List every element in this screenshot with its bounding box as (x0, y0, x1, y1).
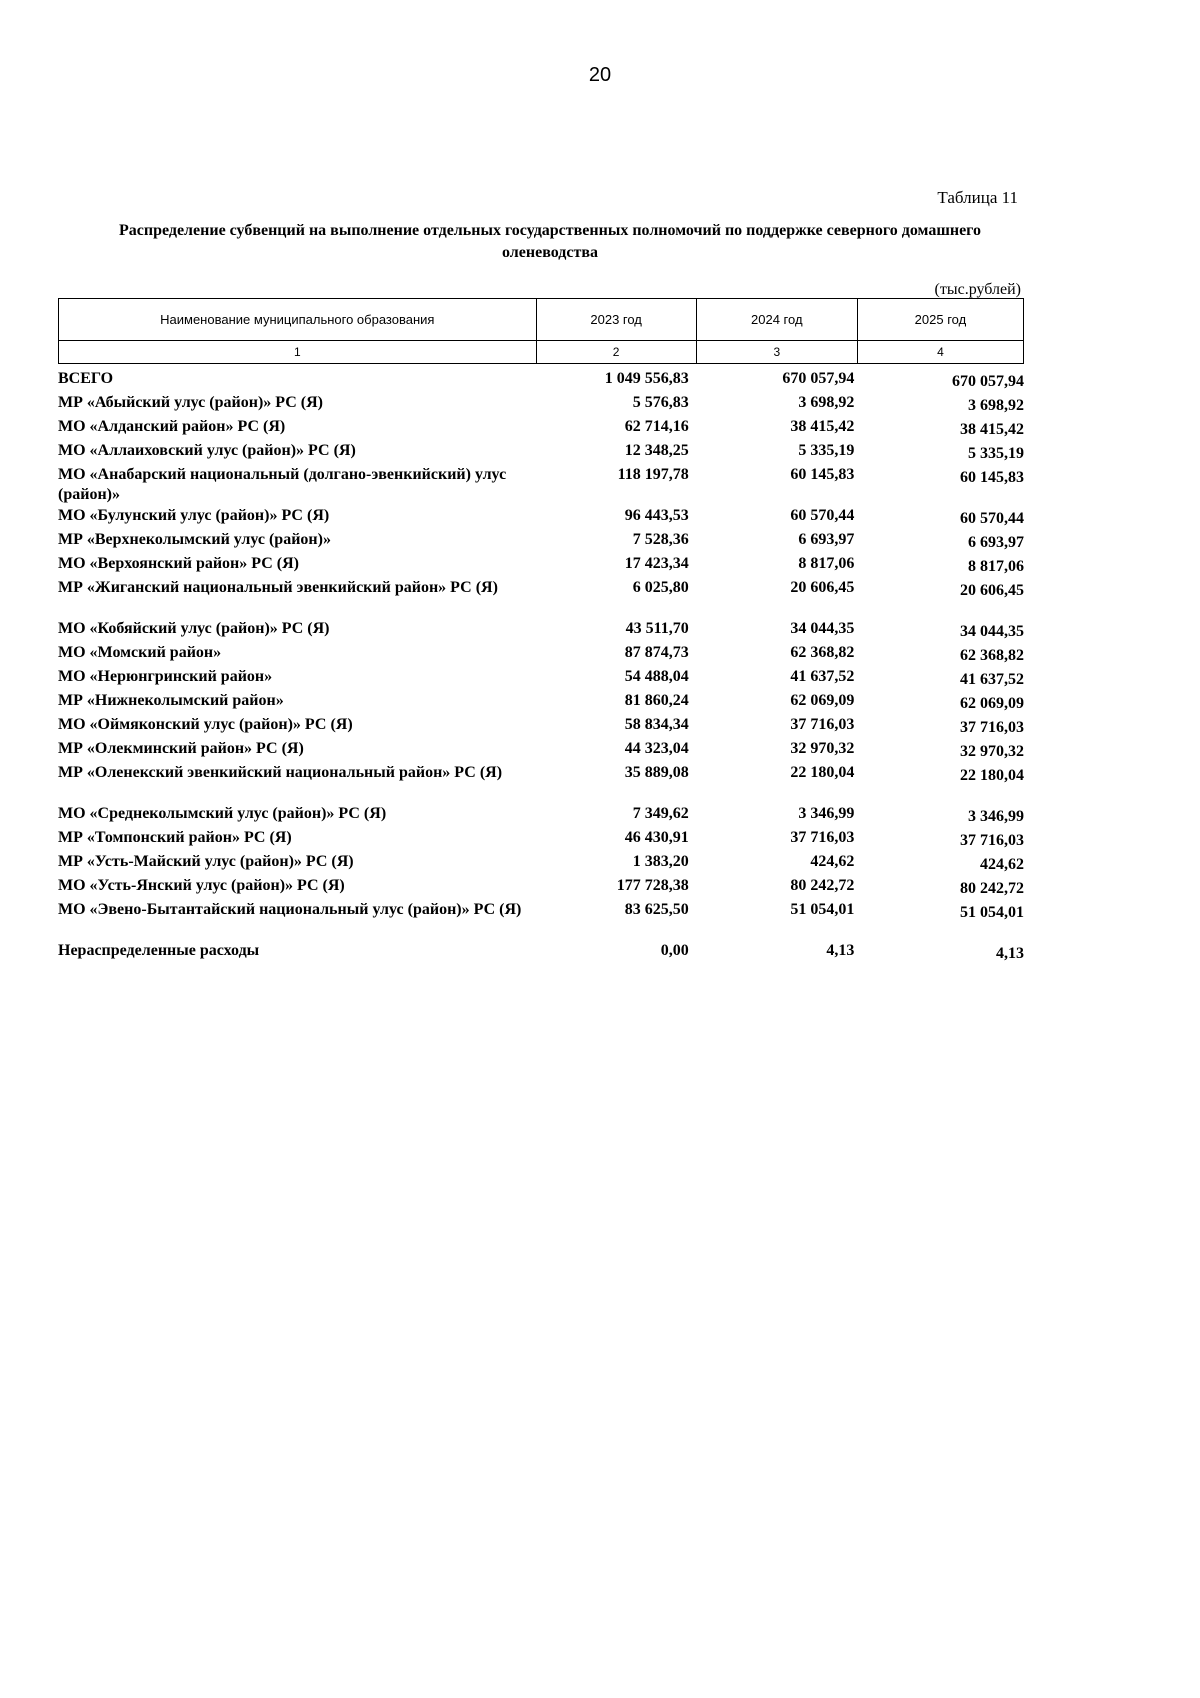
row-value-2024: 4,13 (826, 942, 855, 959)
row-value-2025: 41 637,52 (960, 671, 1024, 688)
row-value-2025: 3 346,99 (968, 808, 1024, 825)
row-value-2024: 670 057,94 (782, 370, 855, 387)
row-name: МО «Среднеколымский улус (район)» РС (Я) (58, 805, 387, 822)
header-col-name: Наименование муниципального образования (59, 299, 537, 341)
header-col-2025: 2025 год (857, 299, 1023, 341)
row-name: МР «Олекминский район» РС (Я) (58, 740, 304, 757)
row-value-2023: 118 197,78 (617, 466, 689, 483)
row-name: МО «Кобяйский улус (район)» РС (Я) (58, 620, 330, 637)
row-value-2024: 62 069,09 (790, 692, 855, 709)
table-row (58, 739, 1024, 763)
row-value-2024: 80 242,72 (790, 877, 855, 894)
row-name: Нераспределенные расходы (58, 942, 260, 959)
header-col-2023: 2023 год (536, 299, 696, 341)
row-value-2025: 6 693,97 (968, 534, 1024, 551)
table-row (58, 763, 1024, 804)
row-value-2025: 670 057,94 (952, 373, 1024, 390)
table-row (58, 900, 1024, 941)
table-row (58, 393, 1024, 417)
header-num-4: 4 (857, 341, 1023, 364)
row-value-2023: 35 889,08 (624, 764, 689, 781)
row-value-2023: 7 528,36 (632, 531, 689, 548)
row-value-2024: 3 698,92 (798, 394, 855, 411)
row-name: МО «Булунский улус (район)» РС (Я) (58, 507, 330, 524)
row-value-2024: 41 637,52 (790, 668, 855, 685)
row-value-2024: 3 346,99 (798, 805, 855, 822)
row-value-2024: 32 970,32 (790, 740, 855, 757)
row-value-2025: 37 716,03 (960, 832, 1024, 849)
table-header (58, 298, 1024, 364)
row-value-2023: 54 488,04 (624, 668, 689, 685)
row-value-2025: 80 242,72 (960, 880, 1024, 897)
row-value-2023: 83 625,50 (624, 901, 689, 918)
row-value-2024: 62 368,82 (790, 644, 855, 661)
row-value-2025: 32 970,32 (960, 743, 1024, 760)
table-row (58, 804, 1024, 828)
row-value-2023: 81 860,24 (624, 692, 689, 709)
row-value-2024: 60 145,83 (790, 466, 855, 483)
table-row (58, 691, 1024, 715)
row-value-2024: 38 415,42 (790, 418, 855, 435)
row-value-2025: 22 180,04 (960, 767, 1024, 784)
row-value-2023: 5 576,83 (632, 394, 689, 411)
row-value-2025: 4,13 (996, 945, 1024, 962)
header-num-2: 2 (536, 341, 696, 364)
row-value-2023: 7 349,62 (632, 805, 689, 822)
row-value-2023: 0,00 (660, 942, 689, 959)
row-value-2025: 8 817,06 (968, 558, 1024, 575)
row-value-2023: 87 874,73 (624, 644, 689, 661)
table-row (58, 506, 1024, 530)
row-value-2023: 96 443,53 (624, 507, 689, 524)
table-row (58, 530, 1024, 554)
row-value-2023: 1 383,20 (632, 853, 689, 870)
row-name: МР «Нижнеколымский район» (58, 692, 284, 709)
row-value-2024: 20 606,45 (790, 579, 855, 596)
row-name: МО «Аллаиховский улус (район)» РС (Я) (58, 442, 356, 459)
row-value-2023: 44 323,04 (624, 740, 689, 757)
table-row (58, 876, 1024, 900)
table-row (58, 941, 1024, 965)
table-row (58, 667, 1024, 691)
row-value-2025: 60 570,44 (960, 510, 1024, 527)
row-value-2025: 62 069,09 (960, 695, 1024, 712)
row-value-2024: 37 716,03 (790, 716, 855, 733)
row-name: МО «Усть-Янский улус (район)» РС (Я) (58, 877, 345, 894)
table-label: Таблица 11 (937, 188, 1018, 207)
table-body (58, 369, 1024, 965)
units-label: (тыс.рублей) (934, 281, 1021, 298)
row-value-2025: 37 716,03 (960, 719, 1024, 736)
row-name: МР «Верхнеколымский улус (район)» (58, 531, 331, 548)
row-value-2025: 60 145,83 (960, 469, 1024, 486)
row-name: МР «Оленекский эвенкийский национальный район» РС (Я) (58, 764, 503, 781)
row-value-2023: 6 025,80 (632, 579, 689, 596)
header-num-3: 3 (696, 341, 857, 364)
row-value-2023: 12 348,25 (624, 442, 689, 459)
row-name: МР «Жиганский национальный эвенкийский район» РС (Я) (58, 579, 498, 596)
table-row (58, 465, 1024, 506)
header-col-2024: 2024 год (696, 299, 857, 341)
row-value-2024: 34 044,35 (790, 620, 855, 637)
row-value-2024: 424,62 (810, 853, 855, 870)
row-value-2025: 34 044,35 (960, 623, 1024, 640)
table-row (58, 852, 1024, 876)
page-number: 20 (588, 64, 612, 86)
row-name: МО «Алданский район» РС (Я) (58, 418, 286, 435)
row-value-2025: 51 054,01 (960, 904, 1024, 921)
table-row (58, 417, 1024, 441)
table-row (58, 619, 1024, 643)
row-value-2025: 38 415,42 (960, 421, 1024, 438)
row-name: МР «Томпонский район» РС (Я) (58, 829, 292, 846)
row-value-2024: 8 817,06 (798, 555, 855, 572)
row-value-2023: 62 714,16 (624, 418, 689, 435)
table-row (58, 643, 1024, 667)
row-value-2023: 46 430,91 (624, 829, 689, 846)
table-row (58, 828, 1024, 852)
table-row (58, 554, 1024, 578)
row-value-2025: 3 698,92 (968, 397, 1024, 414)
row-value-2023: 58 834,34 (624, 716, 689, 733)
header-num-1: 1 (59, 341, 537, 364)
row-value-2025: 62 368,82 (960, 647, 1024, 664)
row-value-2025: 5 335,19 (968, 445, 1024, 462)
row-name: МО «Оймяконский улус (район)» РС (Я) (58, 716, 353, 733)
row-name: МО «Анабарский национальный (долгано-эвенкийский) улус (район)» (58, 466, 507, 503)
row-value-2024: 5 335,19 (798, 442, 855, 459)
row-name: МО «Эвено-Бытантайский национальный улус (район)» РС (Я) (58, 901, 522, 918)
row-name: МО «Момский район» (58, 644, 222, 661)
row-value-2024: 37 716,03 (790, 829, 855, 846)
table-row (58, 715, 1024, 739)
row-name: МР «Усть-Майский улус (район)» РС (Я) (58, 853, 354, 870)
row-value-2023: 177 728,38 (616, 877, 689, 894)
row-value-2025: 424,62 (980, 856, 1024, 873)
document-title: Распределение субвенций на выполнение отдельных государственных полномочий по поддержке северного домашнего оленеводства (118, 222, 982, 261)
row-value-2024: 60 570,44 (790, 507, 855, 524)
row-value-2023: 1 049 556,83 (604, 370, 689, 387)
table-row (58, 441, 1024, 465)
row-value-2024: 51 054,01 (790, 901, 855, 918)
row-name: МО «Нерюнгринский район» (58, 668, 273, 685)
row-name: МО «Верхоянский район» РС (Я) (58, 555, 300, 572)
row-value-2024: 22 180,04 (790, 764, 855, 781)
table-row (58, 578, 1024, 619)
row-name: МР «Абыйский улус (район)» РС (Я) (58, 394, 323, 411)
row-value-2025: 20 606,45 (960, 582, 1024, 599)
row-value-2023: 17 423,34 (624, 555, 689, 572)
row-value-2023: 43 511,70 (625, 620, 689, 637)
row-value-2024: 6 693,97 (798, 531, 855, 548)
table-row (58, 369, 1024, 393)
row-name: ВСЕГО (58, 370, 114, 387)
